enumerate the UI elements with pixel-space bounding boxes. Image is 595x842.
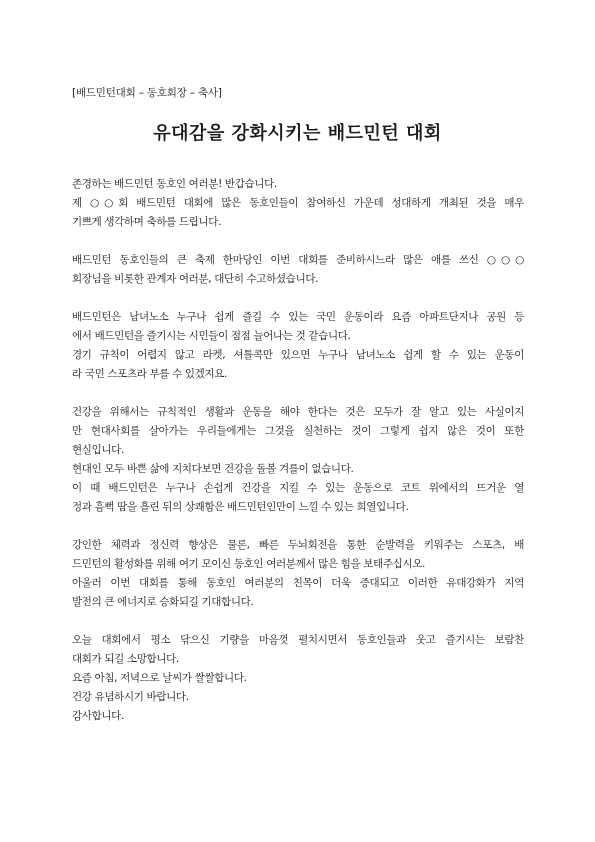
paragraph: [72, 536, 524, 612]
paragraph-line: 존경하는 배드민턴 동호인 여러분! 반갑습니다.: [72, 178, 277, 190]
paragraph: [72, 631, 524, 726]
paragraph-line: 건강 유념하시기 바랍니다.: [72, 691, 189, 703]
paragraph-line: 강인한 체력과 정신력 향상은 물론, 빠른 두뇌회전을 통한 순발력을 키워주는 스포츠, 배: [72, 539, 524, 551]
paragraph-line: 요즘 아침, 저녁으로 날씨가 쌀쌀합니다.: [72, 672, 247, 684]
document-header: [배드민턴대회 – 동호회장 – 축사]: [72, 87, 222, 99]
paragraph: [72, 251, 524, 289]
paragraph-line: 발전의 큰 에너지로 승화되길 기대합니다.: [72, 596, 254, 608]
paragraph-line: 이 때 배드민턴은 누구나 손쉽게 건강을 지킬 수 있는 운동으로 코트 위에서의 뜨거운 열: [72, 482, 524, 494]
paragraph-line: 대회가 되길 소망합니다.: [72, 653, 179, 665]
paragraph: [72, 175, 524, 232]
paragraph-line: 드민턴의 활성화를 위해 여기 모이신 동호인 여러분께서 많은 힘을 보태주십시오.: [72, 558, 426, 570]
paragraph-line: 배드민턴은 남녀노소 누구나 쉽게 즐길 수 있는 국민 운동이라 요즘 아파트단지나 공원 등: [72, 311, 524, 323]
document-body: [72, 175, 524, 745]
paragraph-line: 건강을 위해서는 규칙적인 생활과 운동을 해야 한다는 것은 모두가 잘 알고 있는 사실이지: [72, 406, 524, 418]
paragraph-line: 만 현대사회를 살아가는 우리들에게는 그것을 실천하는 것이 그렇게 쉽지 않은 것이 또한: [72, 425, 524, 437]
paragraph-line: 제 ○○회 배드민턴 대회에 많은 동호인들이 참여하신 가운데 성대하게 개최된 것을 매우: [72, 197, 524, 209]
paragraph-line: 라 국민 스포츠라 부를 수 있겠지요.: [72, 368, 228, 380]
paragraph-line: 현대인 모두 바쁜 삶에 지치다보면 건강을 돌볼 겨를이 없습니다.: [72, 463, 354, 475]
paragraph-line: 기쁘게 생각하며 축하를 드립니다.: [72, 216, 222, 228]
paragraph-line: 에서 배드민턴을 즐기시는 시민들이 점점 늘어나는 것 같습니다.: [72, 330, 351, 342]
paragraph-line: 아울러 이번 대회를 통해 동호인 여러분의 친목이 더욱 증대되고 이러한 유대강화가 지역: [72, 577, 524, 589]
paragraph-line: 경기 규칙이 어렵지 않고 라켓, 셔틀콕만 있으면 누구나 남녀노소 쉽게 할 수 있는 운동이: [72, 349, 524, 361]
paragraph-line: 현실입니다.: [72, 444, 124, 456]
paragraph-line: 감사합니다.: [72, 710, 124, 722]
paragraph-line: 오늘 대회에서 평소 닦으신 기량을 마음껏 펼치시면서 동호인들과 웃고 즐기시는 보람찬: [72, 634, 524, 646]
paragraph: [72, 403, 524, 517]
paragraph-line: 회장님을 비롯한 관계자 여러분, 대단히 수고하셨습니다.: [72, 273, 319, 285]
paragraph-line: 배드민턴 동호인들의 큰 축제 한마당인 이번 대회를 준비하시느라 많은 애를 쓰신 ○○○: [72, 254, 524, 266]
paragraph: [72, 308, 524, 384]
document-title: 유대감을 강화시키는 배드민턴 대회: [153, 123, 442, 144]
paragraph-line: 정과 흠뻑 땀을 흘린 뒤의 상쾌함은 배드민턴인만이 느낄 수 있는 희열입니다.: [72, 501, 409, 513]
